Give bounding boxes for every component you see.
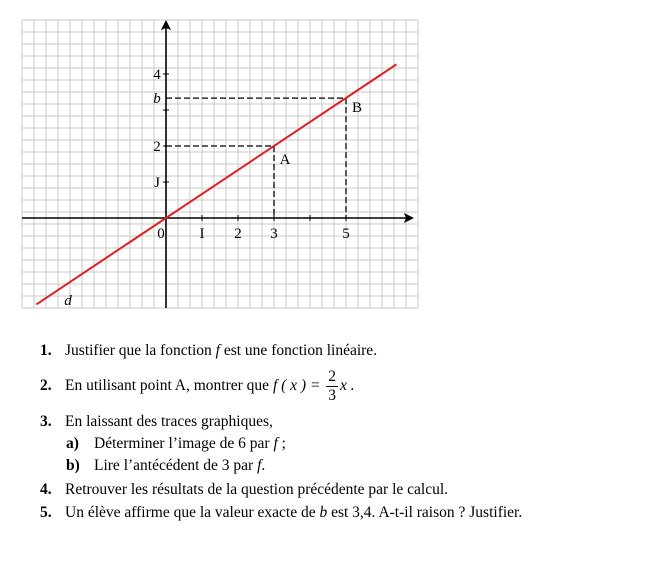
subquestion-text: Lire l’antécédent de 3 par xyxy=(94,457,258,474)
x-tick-label-3: 3 xyxy=(270,226,278,242)
function-name: f xyxy=(273,435,278,452)
grid xyxy=(22,20,418,308)
question-number: 5. xyxy=(40,504,52,521)
question-4 xyxy=(40,481,448,499)
question-3 xyxy=(40,413,273,431)
x-tick-label-5: 5 xyxy=(342,226,350,242)
question-text-end: est 3,4. A-t-il raison ? Justifier. xyxy=(327,504,523,521)
line-d-label: d xyxy=(64,293,72,309)
subquestion-a xyxy=(66,435,286,453)
question-number: 1. xyxy=(40,342,52,359)
point-b-label: B xyxy=(351,100,363,117)
y-tick-label-2: 2 xyxy=(153,139,161,155)
subquestion-b xyxy=(66,457,265,475)
question-number: 2. xyxy=(40,377,52,395)
subquestion-text: Déterminer l’image de 6 par xyxy=(94,435,274,452)
question-1 xyxy=(40,342,377,360)
question-text: En utilisant point A, montrer que xyxy=(65,377,273,395)
subquestion-letter: b) xyxy=(66,457,80,474)
x-tick-label-2: 2 xyxy=(234,226,242,242)
y-tick-label-b: b xyxy=(153,91,161,108)
fraction xyxy=(326,368,338,405)
x-tick-label-I: I xyxy=(199,226,205,242)
question-number: 3. xyxy=(40,413,52,430)
question-2 xyxy=(40,368,355,405)
variable-b: b xyxy=(319,504,328,521)
question-5 xyxy=(40,504,522,522)
variable-x: x . xyxy=(340,377,355,395)
fraction-denominator: 3 xyxy=(328,387,337,404)
line-d xyxy=(36,64,396,304)
subquestion-text-end: . xyxy=(261,457,266,474)
function-name: f xyxy=(257,457,262,474)
question-text: Un élève affirme que la valeur exacte de xyxy=(65,504,320,521)
subquestion-letter: a) xyxy=(66,435,79,452)
subquestion-text-end: ; xyxy=(277,435,286,452)
x-tick-label-0: 0 xyxy=(157,226,165,242)
question-text-end: est une fonction linéaire. xyxy=(219,342,378,359)
question-text: Retrouver les résultats de la question précédente par le calcul. xyxy=(65,481,449,498)
question-number: 4. xyxy=(40,481,52,498)
y-tick-label-4: 4 xyxy=(153,67,161,83)
fraction-numerator: 2 xyxy=(328,368,337,385)
question-text: En laissant des traces graphiques, xyxy=(65,413,273,430)
function-expression: f ( x ) = xyxy=(272,377,321,395)
point-a-label: A xyxy=(279,152,291,168)
question-text: Justifier que la fonction xyxy=(65,342,216,359)
function-name: f xyxy=(215,342,220,359)
y-tick-label-J: J xyxy=(154,175,160,191)
